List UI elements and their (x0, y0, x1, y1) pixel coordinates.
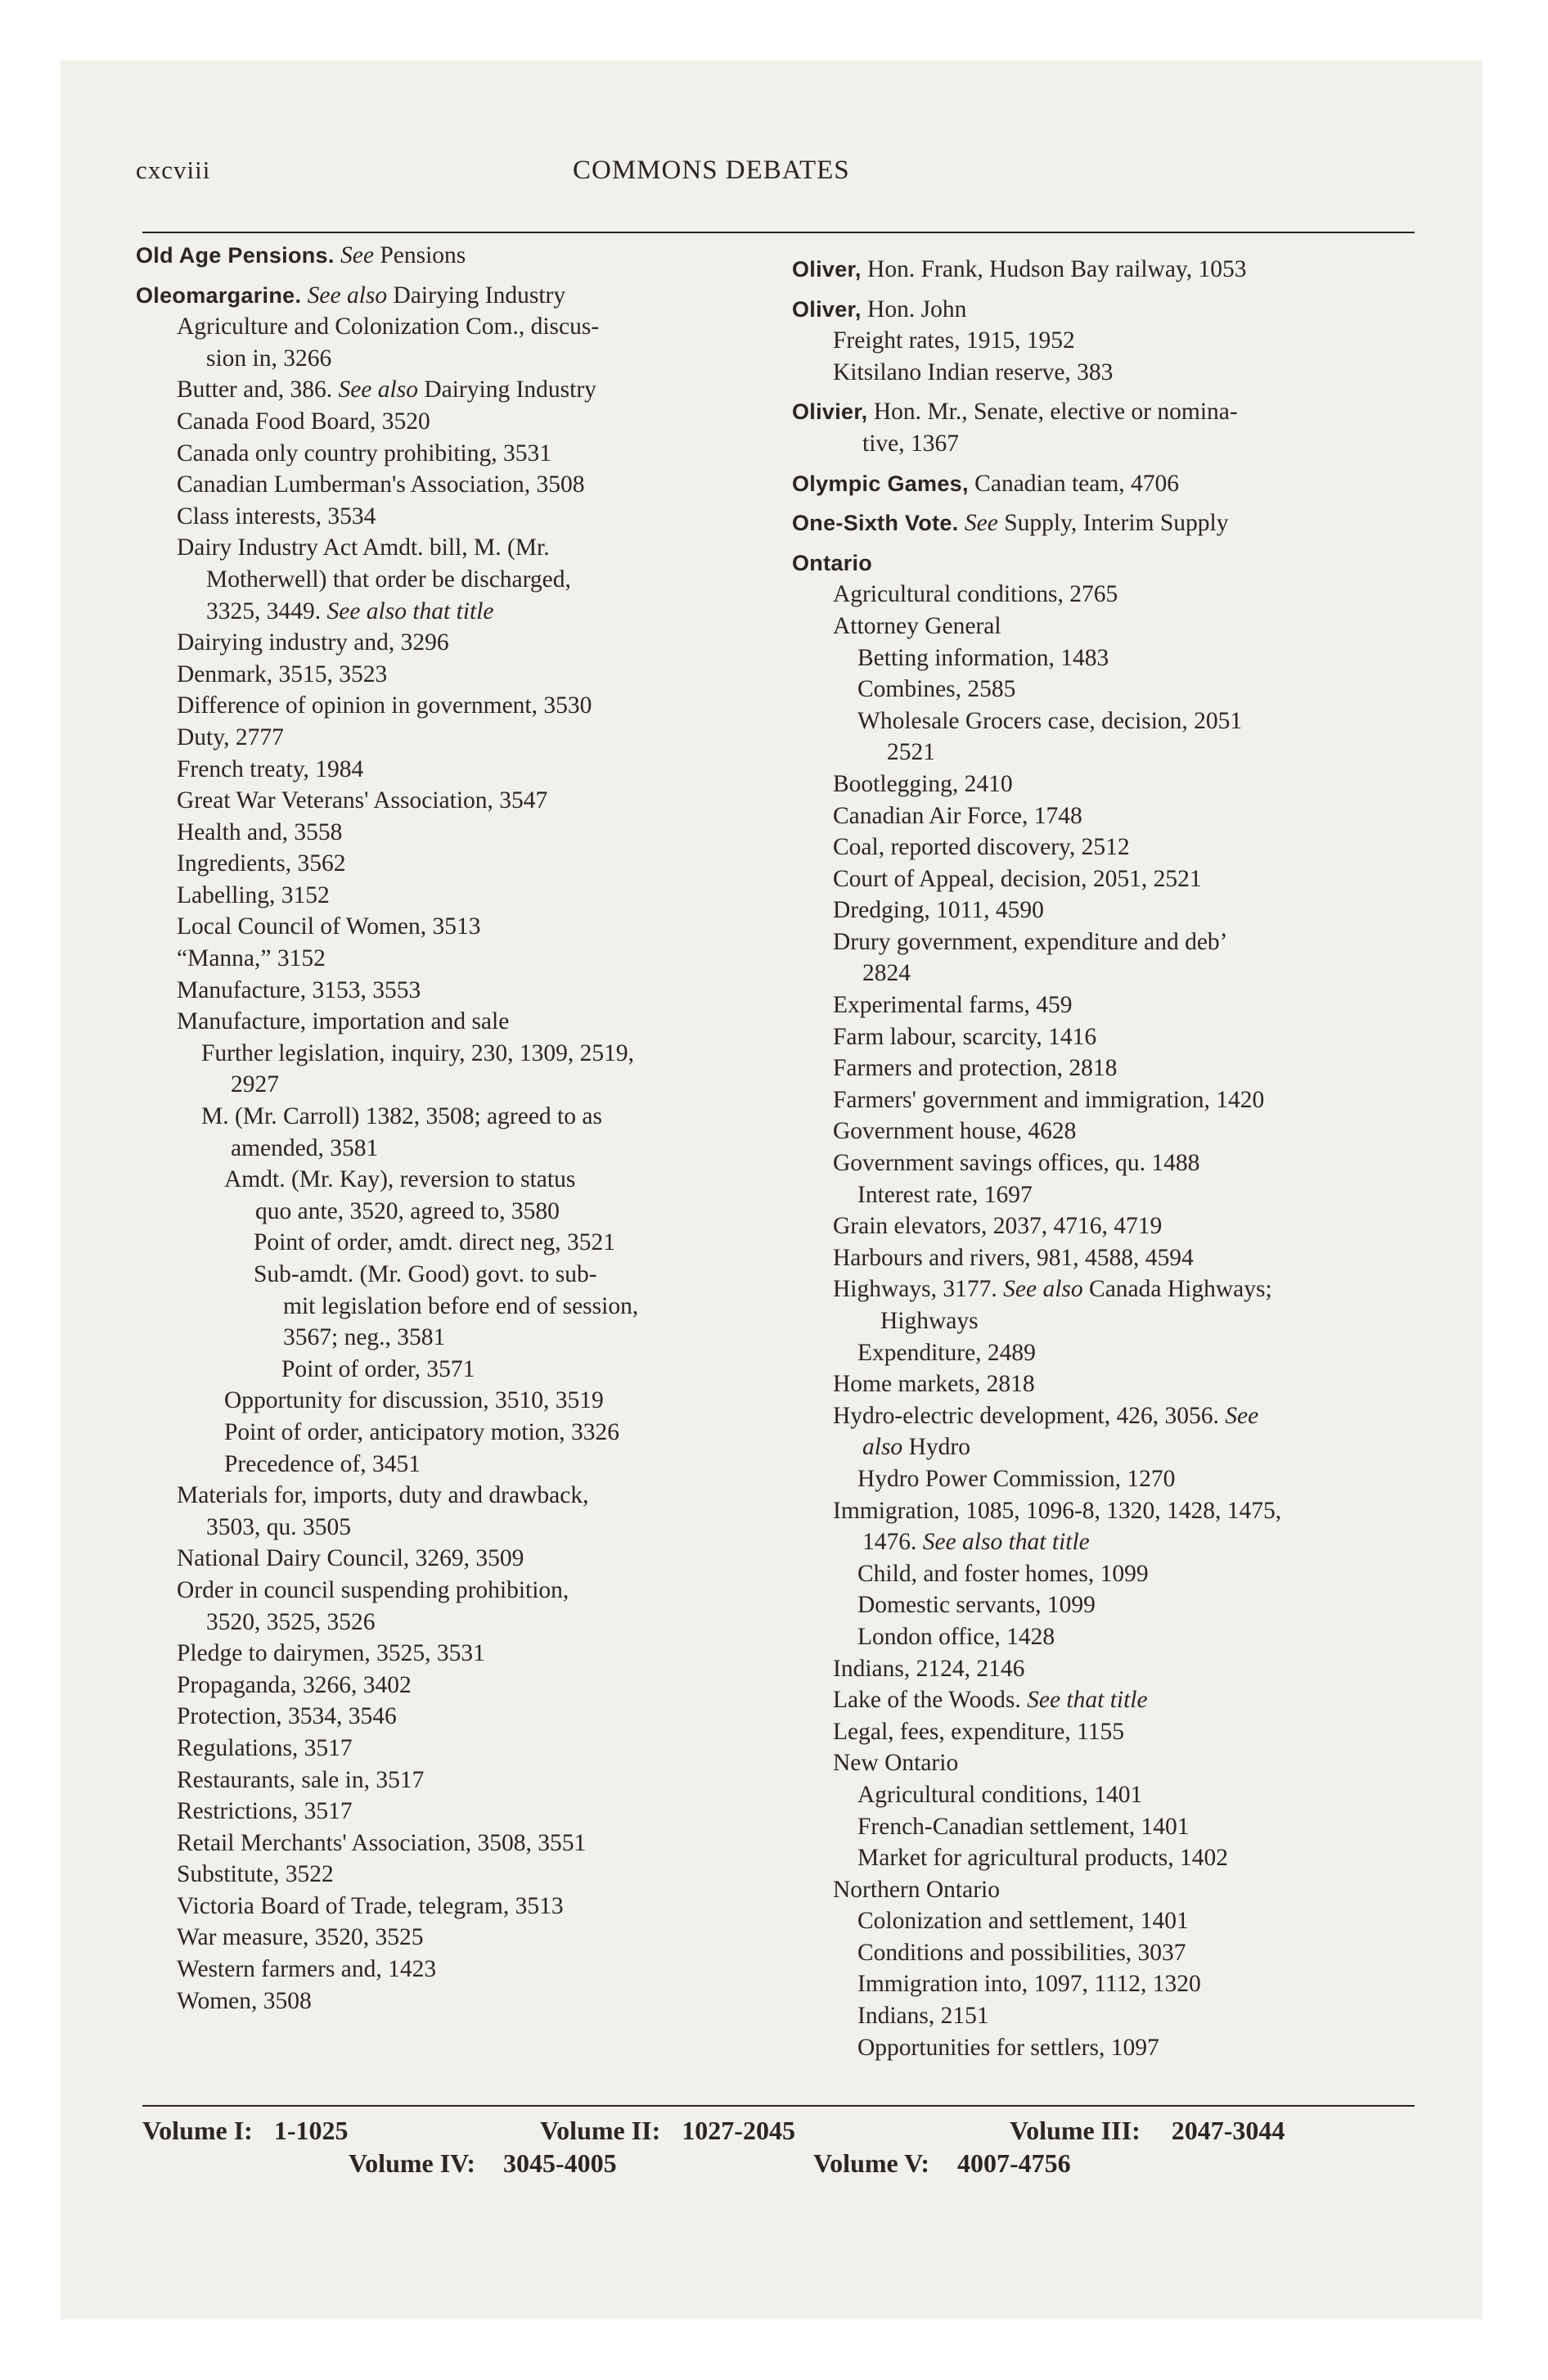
index-entry (792, 1842, 1422, 1874)
index-entry (136, 532, 774, 564)
index-entry (136, 1385, 774, 1417)
volume-range: 2047-3044 (1171, 2116, 1285, 2145)
entry-text: Propaganda, 3266, 3402 (177, 1671, 412, 1698)
index-entry (136, 1227, 774, 1259)
entry-text: Hydro-electric development, 426, 3056. (833, 1402, 1219, 1429)
index-entry (792, 895, 1422, 926)
index-entry (136, 1543, 774, 1575)
entry-text: Difference of opinion in government, 3530 (177, 692, 592, 719)
entry-text: 2927 (231, 1071, 279, 1098)
entry-text: Northern Ontario (833, 1876, 1000, 1903)
index-entry (136, 1417, 774, 1449)
entry-text: Immigration, 1085, 1096-8, 1320, 1428, 1475, (833, 1497, 1282, 1524)
index-entry (792, 1937, 1422, 1969)
entry-text: Dairy Industry Act Amdt. bill, M. (Mr. (177, 534, 550, 561)
index-entry (136, 1638, 774, 1670)
index-entry (792, 2032, 1422, 2064)
index-entry-continuation (136, 1069, 774, 1101)
index-entry (792, 1368, 1422, 1400)
entry-text: Retail Merchants' Association, 3508, 3551 (177, 1829, 587, 1856)
volume-range: 1-1025 (273, 2116, 349, 2145)
entry-text: Substitute, 3522 (177, 1861, 334, 1888)
index-entry (792, 1747, 1422, 1779)
entry-text: Motherwell) that order be discharged, (206, 566, 571, 593)
index-heading (136, 240, 774, 272)
entry-text: Highways (880, 1308, 979, 1334)
volume-row-1 (142, 2116, 348, 2146)
entry-text: Manufacture, 3153, 3553 (177, 976, 421, 1003)
index-heading (792, 468, 1422, 500)
index-entry (792, 769, 1422, 800)
index-entry (792, 926, 1422, 958)
index-entry (792, 1495, 1422, 1527)
index-entry (136, 1765, 774, 1796)
index-entry-continuation (136, 1291, 774, 1323)
entry-text: Government savings offices, qu. 1488 (833, 1150, 1200, 1177)
entry-text: Home markets, 2818 (833, 1371, 1035, 1398)
index-entry-continuation (792, 1526, 1422, 1558)
index-entry (792, 2000, 1422, 2032)
index-entry (792, 1273, 1422, 1305)
headword: Ontario (792, 550, 873, 575)
entry-text: Class interests, 3534 (177, 503, 376, 530)
index-entry (792, 1400, 1422, 1432)
index-entry (792, 989, 1422, 1021)
entry-text: 3325, 3449. (206, 597, 322, 624)
index-entry (136, 311, 774, 343)
entry-text: Victoria Board of Trade, telegram, 3513 (177, 1892, 564, 1919)
entry-text: Western farmers and, 1423 (177, 1956, 437, 1983)
index-entry (792, 611, 1422, 642)
index-entry (136, 1259, 774, 1291)
index-entry-continuation (792, 958, 1422, 989)
headword: Oliver, (792, 257, 862, 282)
cross-reference: See also (997, 1276, 1083, 1303)
index-entry (792, 800, 1422, 832)
entry-text: Great War Veterans' Association, 3547 (177, 787, 548, 814)
index-entry (136, 943, 774, 975)
index-heading (792, 507, 1422, 539)
index-heading (792, 254, 1422, 286)
entry-text: Bootlegging, 2410 (833, 770, 1013, 797)
index-entry (136, 722, 774, 754)
cross-reference: See (1218, 1402, 1259, 1429)
entry-text: Ingredients, 3562 (177, 850, 346, 877)
index-entry (792, 1589, 1422, 1621)
entry-text: Dairying industry and, 3296 (177, 629, 449, 656)
index-entry (136, 1986, 774, 2017)
entry-text: Combines, 2585 (857, 676, 1016, 703)
volume-label: Volume III: (1010, 2116, 1141, 2145)
index-entry (136, 1891, 774, 1922)
index-entry-continuation (136, 1512, 774, 1544)
entry-text: Agricultural conditions, 2765 (833, 581, 1118, 608)
entry-text: War measure, 3520, 3525 (177, 1924, 424, 1951)
index-entry (136, 1006, 774, 1038)
cross-reference: See also (332, 376, 418, 403)
index-entry (136, 1733, 774, 1765)
index-entry-continuation (136, 564, 774, 596)
index-entry-continuation (136, 1322, 774, 1354)
entry-text: 3567; neg., 3581 (283, 1324, 446, 1351)
volume-range: 4007-4756 (956, 2148, 1071, 2178)
heading-text: Hon. Frank, Hudson Bay railway, 1053 (861, 256, 1247, 282)
heading-text: Supply, Interim Supply (997, 510, 1229, 537)
entry-text: Drury government, expenditure and deb’ (833, 928, 1228, 955)
index-entry (792, 1558, 1422, 1590)
volume-row-2 (349, 2148, 617, 2179)
entry-text: Grain elevators, 2037, 4716, 4719 (833, 1213, 1163, 1240)
entry-text: Coal, reported discovery, 2512 (833, 834, 1130, 861)
index-entry (136, 1828, 774, 1859)
index-entry (136, 1954, 774, 1986)
index-entry (136, 1796, 774, 1828)
volume-row-1 (540, 2116, 795, 2146)
index-entry (136, 659, 774, 691)
index-entry (136, 785, 774, 817)
entry-text: Opportunities for settlers, 1097 (857, 2034, 1159, 2061)
entry-text: Point of order, 3571 (281, 1355, 475, 1382)
entry-text: Labelling, 3152 (177, 881, 330, 908)
index-entry-continuation (136, 1607, 774, 1639)
entry-text: Denmark, 3515, 3523 (177, 660, 388, 687)
index-entry-continuation (136, 596, 774, 628)
entry-text: Experimental farms, 459 (833, 992, 1073, 1019)
index-entry (136, 880, 774, 912)
header-rule (142, 232, 1415, 233)
entry-text: Farmers' government and immigration, 1420 (833, 1086, 1265, 1113)
index-entry (136, 1038, 774, 1070)
index-entry-continuation (136, 1133, 774, 1165)
entry-text: London office, 1428 (857, 1623, 1055, 1650)
index-entry (792, 1210, 1422, 1242)
entry-text: Opportunity for discussion, 3510, 3519 (224, 1387, 604, 1414)
entry-text: Canada Highways; (1082, 1276, 1272, 1303)
index-entry (792, 1337, 1422, 1369)
index-entry-continuation (136, 1196, 774, 1228)
entry-text: Duty, 2777 (177, 723, 284, 751)
index-entry (792, 1653, 1422, 1685)
entry-text: Wholesale Grocers case, decision, 2051 (857, 707, 1243, 734)
index-entry (136, 1859, 774, 1891)
entry-text: Canadian Air Force, 1748 (833, 802, 1082, 829)
entry-text: 1476. (862, 1529, 917, 1556)
cross-reference: See also (301, 282, 388, 309)
index-column-left (136, 240, 774, 2017)
entry-text: Dairying Industry (417, 376, 596, 403)
entry-text: New Ontario (833, 1750, 959, 1777)
entry-text: Conditions and possibilities, 3037 (857, 1939, 1186, 1966)
index-entry (792, 1811, 1422, 1843)
index-heading (792, 294, 1422, 326)
entry-text: 2824 (862, 960, 911, 987)
entry-text: mit legislation before end of session, (283, 1292, 639, 1319)
entry-text: Market for agricultural products, 1402 (857, 1845, 1229, 1872)
heading-text: Canadian team, 4706 (968, 470, 1180, 497)
index-entry (792, 1463, 1422, 1495)
index-entry-continuation (792, 737, 1422, 769)
index-entry (792, 1116, 1422, 1147)
index-entry (136, 1480, 774, 1512)
entry-text: Court of Appeal, decision, 2051, 2521 (833, 865, 1202, 892)
index-heading (792, 396, 1422, 428)
entry-text: Hydro (902, 1434, 970, 1461)
index-entry (792, 325, 1422, 357)
volume-label: Volume V: (813, 2148, 929, 2178)
index-heading (136, 280, 774, 312)
headword: Olympic Games, (792, 471, 969, 496)
entry-text: Harbours and rivers, 981, 4588, 4594 (833, 1244, 1194, 1271)
entry-text: Betting information, 1483 (857, 644, 1109, 671)
entry-text: Canada only country prohibiting, 3531 (177, 439, 551, 467)
index-entry (136, 911, 774, 943)
entry-text: Attorney General (833, 612, 1001, 639)
entry-text: Canadian Lumberman's Association, 3508 (177, 471, 585, 498)
entry-text: Regulations, 3517 (177, 1734, 353, 1761)
cross-reference: See (334, 242, 374, 268)
entry-text: M. (Mr. Carroll) 1382, 3508; agreed to as (201, 1103, 602, 1130)
index-entry (136, 848, 774, 880)
volume-range: 1027-2045 (682, 2116, 795, 2145)
index-entry (136, 817, 774, 849)
entry-text: Kitsilano Indian reserve, 383 (833, 358, 1114, 385)
entry-text: French treaty, 1984 (177, 755, 364, 782)
index-entry (792, 1684, 1422, 1716)
headword: Old Age Pensions. (136, 243, 335, 268)
entry-text: sion in, 3266 (206, 345, 332, 372)
entry-text: tive, 1367 (862, 430, 959, 457)
entry-text: 3520, 3525, 3526 (206, 1608, 376, 1635)
index-entry (136, 975, 774, 1007)
index-entry (792, 1084, 1422, 1116)
entry-text: 3503, qu. 3505 (206, 1513, 351, 1540)
footer-rule (142, 2105, 1415, 2107)
entry-text: Immigration into, 1097, 1112, 1320 (857, 1971, 1201, 1998)
volume-row-2 (813, 2148, 1071, 2179)
entry-text: Domestic servants, 1099 (857, 1592, 1096, 1619)
entry-text: Agricultural conditions, 1401 (857, 1781, 1143, 1808)
entry-text: Protection, 3534, 3546 (177, 1703, 397, 1730)
entry-text: Restrictions, 3517 (177, 1798, 353, 1825)
cross-reference: See also that title (916, 1529, 1090, 1556)
entry-text: Government house, 4628 (833, 1118, 1077, 1145)
entry-text: Interest rate, 1697 (857, 1181, 1033, 1208)
heading-text: Hon. John (861, 295, 967, 322)
index-entry (792, 1242, 1422, 1274)
cross-reference: See (958, 510, 998, 537)
index-entry (792, 1779, 1422, 1811)
entry-text: Child, and foster homes, 1099 (857, 1560, 1149, 1587)
index-entry-continuation (792, 1431, 1422, 1463)
cross-reference: See also that title (321, 597, 494, 624)
index-entry (136, 754, 774, 786)
volume-row-1 (1010, 2116, 1285, 2146)
index-entry (792, 863, 1422, 895)
entry-text: Indians, 2124, 2146 (833, 1655, 1025, 1682)
index-entry (136, 438, 774, 470)
entry-text: Highways, 3177. (833, 1276, 997, 1303)
index-entry-continuation (136, 343, 774, 375)
index-entry (136, 1575, 774, 1607)
index-entry (136, 690, 774, 722)
heading-text: Pensions (373, 242, 466, 268)
index-entry (136, 1701, 774, 1733)
index-entry (136, 1164, 774, 1196)
index-entry (792, 1621, 1422, 1653)
index-entry (792, 1053, 1422, 1084)
headword: One-Sixth Vote. (792, 511, 959, 536)
cross-reference: also (862, 1434, 903, 1461)
entry-text: Dredging, 1011, 4590 (833, 897, 1044, 924)
entry-text: 2521 (887, 739, 935, 766)
entry-text: Restaurants, sale in, 3517 (177, 1766, 425, 1793)
headword: Olivier, (792, 399, 868, 425)
entry-text: amended, 3581 (231, 1134, 379, 1161)
page-number: cxcviii (136, 156, 211, 184)
index-entry-continuation (792, 1305, 1422, 1337)
entry-text: Canada Food Board, 3520 (177, 408, 430, 435)
index-heading (792, 548, 1422, 579)
entry-text: Farm labour, scarcity, 1416 (833, 1023, 1097, 1050)
entry-text: Indians, 2151 (857, 2003, 989, 2030)
headword: Oleomargarine. (136, 282, 302, 308)
index-entry (792, 357, 1422, 389)
index-entry (792, 1179, 1422, 1211)
entry-text: Butter and, 386. (177, 376, 333, 403)
entry-text: Farmers and protection, 2818 (833, 1055, 1118, 1082)
index-entry (792, 1874, 1422, 1906)
entry-text: “Manna,” 3152 (177, 945, 326, 972)
cross-reference: See that title (1020, 1687, 1148, 1714)
index-entry-continuation (792, 428, 1422, 460)
index-entry (136, 374, 774, 406)
entry-text: Sub-amdt. (Mr. Good) govt. to sub- (254, 1261, 597, 1287)
entry-text: French-Canadian settlement, 1401 (857, 1813, 1190, 1840)
index-entry (136, 1354, 774, 1386)
entry-text: Amdt. (Mr. Kay), reversion to status (224, 1166, 576, 1193)
index-entry (792, 1147, 1422, 1179)
index-entry (136, 1922, 774, 1954)
volume-range: 3045-4005 (503, 2148, 617, 2178)
headword: Oliver, (792, 296, 862, 322)
page-title: COMMONS DEBATES (573, 156, 850, 185)
entry-text: Local Council of Women, 3513 (177, 913, 481, 940)
entry-text: Expenditure, 2489 (857, 1339, 1036, 1366)
index-entry (792, 1716, 1422, 1748)
entry-text: National Dairy Council, 3269, 3509 (177, 1545, 524, 1572)
index-entry (136, 469, 774, 501)
index-entry (792, 1968, 1422, 2000)
index-entry (792, 705, 1422, 737)
index-column-right (792, 254, 1422, 2063)
entry-text: Order in council suspending prohibition, (177, 1576, 569, 1603)
entry-text: Materials for, imports, duty and drawback, (177, 1482, 589, 1509)
index-entry (136, 627, 774, 659)
entry-text: Hydro Power Commission, 1270 (857, 1465, 1176, 1492)
entry-text: Point of order, anticipatory motion, 3326 (224, 1418, 620, 1445)
entry-text: Women, 3508 (177, 1987, 312, 2014)
entry-text: Manufacture, importation and sale (177, 1008, 510, 1035)
entry-text: Health and, 3558 (177, 818, 343, 845)
index-entry (792, 1021, 1422, 1053)
index-entry (792, 1905, 1422, 1937)
index-entry (792, 579, 1422, 611)
entry-text: quo ante, 3520, agreed to, 3580 (255, 1197, 560, 1224)
volume-label: Volume II: (540, 2116, 661, 2145)
volume-label: Volume IV: (349, 2148, 475, 2178)
heading-text: Dairying Industry (387, 282, 566, 309)
entry-text: Point of order, amdt. direct neg, 3521 (254, 1229, 616, 1256)
index-entry (136, 406, 774, 438)
index-entry (792, 642, 1422, 674)
entry-text: Legal, fees, expenditure, 1155 (833, 1718, 1125, 1745)
entry-text: Colonization and settlement, 1401 (857, 1908, 1189, 1935)
entry-text: Freight rates, 1915, 1952 (833, 327, 1075, 354)
entry-text: Pledge to dairymen, 3525, 3531 (177, 1640, 485, 1667)
entry-text: Precedence of, 3451 (224, 1450, 421, 1477)
index-entry (136, 501, 774, 533)
index-entry (792, 674, 1422, 705)
index-entry (136, 1449, 774, 1481)
index-entry (792, 832, 1422, 863)
entry-text: Further legislation, inquiry, 230, 1309, 2519, (201, 1039, 635, 1066)
entry-text: Lake of the Woods. (833, 1687, 1021, 1714)
index-entry (136, 1670, 774, 1702)
volume-label: Volume I: (142, 2116, 253, 2145)
heading-text: Hon. Mr., Senate, elective or nomina- (867, 399, 1238, 426)
index-entry (136, 1101, 774, 1133)
entry-text: Agriculture and Colonization Com., discus- (177, 313, 600, 340)
